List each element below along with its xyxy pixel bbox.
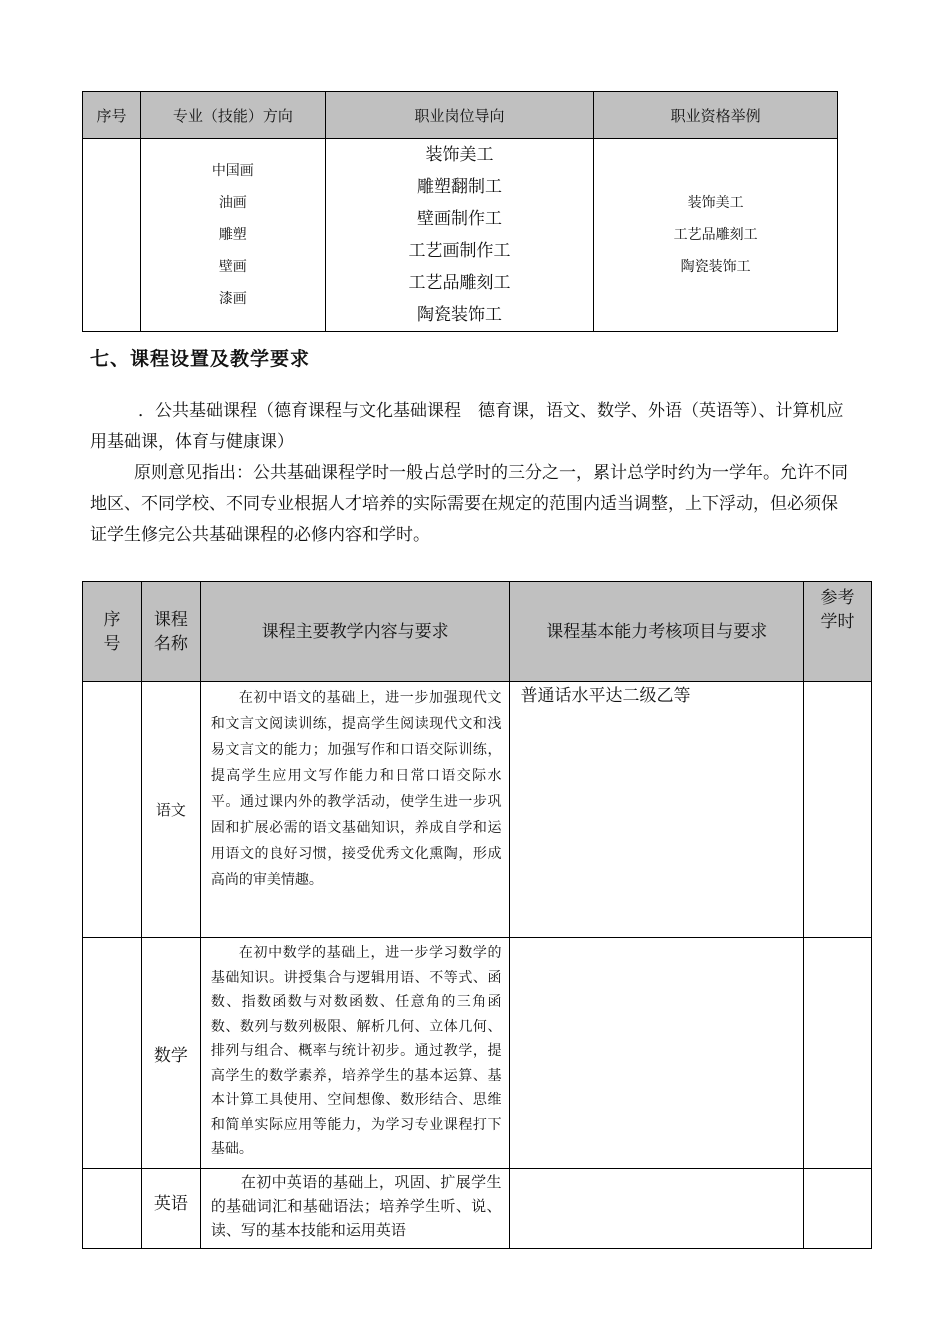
course-table-header	[83, 582, 872, 682]
job-item: 壁画制作工	[417, 209, 503, 229]
career-table-header	[83, 92, 838, 139]
specialty-item: 漆画	[218, 291, 247, 307]
course-assessment: 普通话水平达二级乙等	[510, 682, 804, 938]
table-row	[83, 938, 872, 1169]
course-name: 英语	[141, 1169, 200, 1249]
specialty-item: 油画	[218, 195, 247, 211]
paragraph-principle: 原则意见指出：公共基础课程学时一般占总学时的三分之一，累计总学时约为一学年。允许不同地区、不同学校、不同专业根据人才培养的实际需要在规定的范围内适当调整，上下浮动，但必须保证学生修完公共基础课程的必修内容和学时。	[90, 463, 848, 545]
course-hours	[804, 682, 872, 938]
cert-item: 装饰美工	[687, 195, 744, 211]
job-item: 工艺品雕刻工	[408, 273, 511, 293]
course-table	[82, 581, 872, 1249]
course-content: 在初中英语的基础上，巩固、扩展学生的基础词汇和基础语法；培养学生听、说、读、写的基本技能和运用英语	[200, 1169, 510, 1249]
header-course-name: 课程名称	[141, 582, 200, 682]
table-row	[83, 1169, 872, 1249]
job-item: 工艺画制作工	[408, 241, 511, 261]
header-index: 序号	[83, 582, 142, 682]
job-item: 陶瓷装饰工	[417, 305, 503, 325]
row-index	[83, 1169, 142, 1249]
header-specialty: 专业（技能）方向	[140, 92, 325, 139]
specialty-item: 雕塑	[218, 227, 247, 243]
job-item: 雕塑翻制工	[417, 177, 503, 197]
header-job-orientation: 职业岗位导向	[325, 92, 594, 139]
course-name: 数学	[141, 938, 200, 1169]
row-index	[83, 938, 142, 1169]
jobs-cell	[325, 139, 594, 332]
career-table	[82, 91, 838, 332]
specialty-cell	[140, 139, 325, 332]
header-content: 课程主要教学内容与要求	[200, 582, 510, 682]
cert-item: 陶瓷装饰工	[680, 259, 751, 275]
course-assessment	[510, 1169, 804, 1249]
course-content: 在初中语文的基础上，进一步加强现代文和文言文阅读训练，提高学生阅读现代文和浅易文言文的能力；加强写作和口语交际训练，提高学生应用文写作能力和日常口语交际水平。通过课内外的教学活动，使学生进一步巩固和扩展必需的语文基础知识，养成自学和运用语文的良好习惯，接受优秀文化熏陶，形成高尚的审美情趣。	[200, 682, 510, 938]
header-assessment: 课程基本能力考核项目与要求	[510, 582, 804, 682]
course-assessment	[510, 938, 804, 1169]
table-row	[83, 139, 838, 332]
row-index	[83, 682, 142, 938]
course-hours	[804, 938, 872, 1169]
section-heading: 七、课程设置及教学要求	[90, 348, 311, 370]
header-qualification: 职业资格举例	[594, 92, 838, 139]
specialty-item: 壁画	[218, 259, 247, 275]
header-hours: 参考学时	[804, 582, 872, 682]
table-row	[83, 682, 872, 938]
specialty-item: 中国画	[211, 163, 254, 179]
course-hours	[804, 1169, 872, 1249]
header-index: 序号	[83, 92, 141, 139]
course-content: 在初中数学的基础上，进一步学习数学的基础知识。讲授集合与逻辑用语、不等式、函数、指数函数与对数函数、任意角的三角函数、数列与数列极限、解析几何、立体几何、排列与组合、概率与统计初步。通过教学，提高学生的数学素养，培养学生的基本运算、基本计算工具使用、空间想像、数形结合、思维和简单实际应用等能力，为学习专业课程打下基础。	[200, 938, 510, 1169]
row-index	[83, 139, 141, 332]
course-name: 语文	[141, 682, 200, 938]
cert-item: 工艺品雕刻工	[673, 227, 758, 243]
paragraph-public-courses: ．公共基础课程（德育课程与文化基础课程 德育课，语文、数学、外语（英语等）、计算机应用基础课，体育与健康课）	[90, 401, 844, 452]
certs-cell	[594, 139, 838, 332]
job-item: 装饰美工	[425, 145, 494, 165]
